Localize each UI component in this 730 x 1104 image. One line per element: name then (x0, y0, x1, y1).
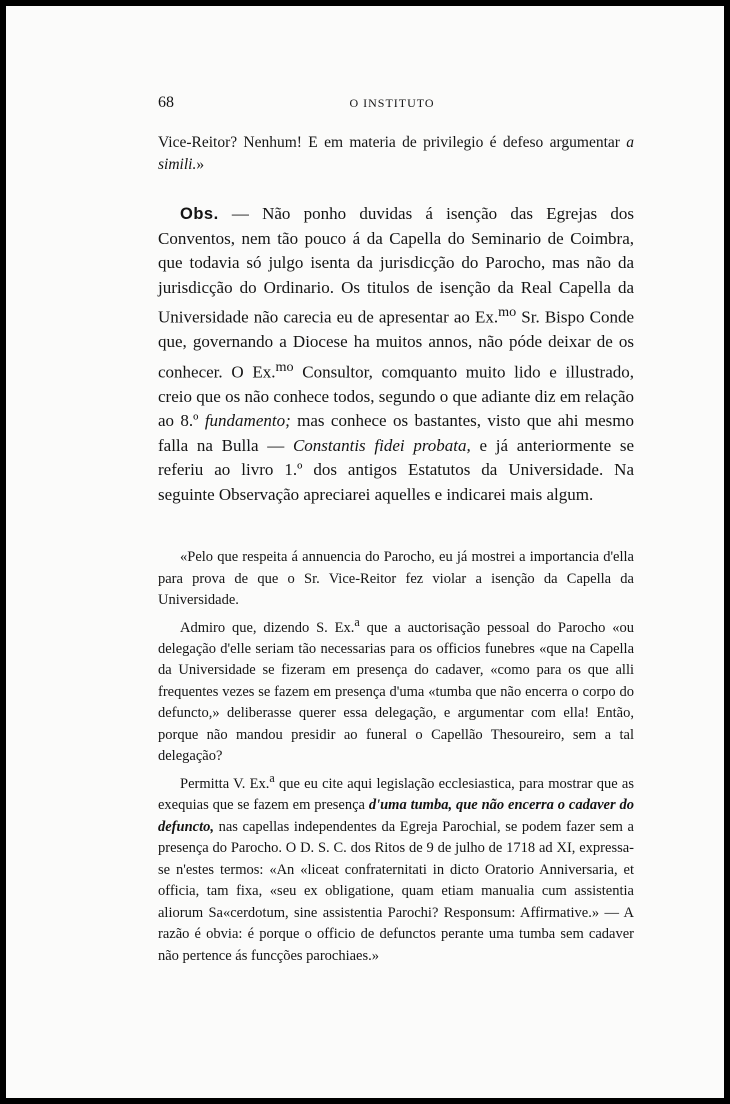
book-page (6, 6, 724, 1098)
quote-continuation-italic: a simili. (158, 134, 634, 173)
obs-text-2: Sr. Bispo Conde que, governando a Diocese ha muitos annos, não póde deixar de os conhecer. O Ex. (158, 307, 634, 382)
obs-italic-bulla: Constantis fidei probata, (292, 435, 471, 455)
obs-text-5: e já anteriormente se referiu ao livro 1.º dos antigos Estatutos da Universidade. Na seguinte Observação apreciarei aquelles e indicarei mais algum. (158, 435, 635, 504)
reply-3-italic: d'uma tumba, que não encerra o cadaver do defuncto, (158, 797, 634, 835)
quote-continuation (158, 132, 634, 176)
reply-3-text-c: nas capellas independentes da Egreja Parochial, se podem fazer sem a presença do Parocho. O D. S. C. dos Ritos de 9 de julho de 1718 ad XI, expressa-se n'estes termos: «An «liceat confraternitati in dicto Oratorio Anniversaria, et officia, tam fixa, «seu ex obligatione, quam etiam manualia cum assistentia aliorum Sa«cerdotum, sine assistentia Parochi? Responsum: Affirmative.» — A razão é obvia: é porque o officio de defunctos perante uma tumba sem cadaver não pertence ás funcções parochiaes.» (158, 818, 634, 964)
reply-2-superscript: a (354, 614, 360, 629)
reply-paragraph-1: «Pelo que respeita á annuencia do Parocho, eu já mostrei a importancia d'ella para prova de que o Sr. Vice-Reitor fez violar a isenção da Capella da Universidade. (158, 549, 634, 608)
reply-paragraph-2 (158, 612, 634, 768)
page-header (158, 94, 626, 114)
obs-superscript-1: mo (498, 304, 517, 320)
obs-superscript-2: mo (275, 358, 294, 375)
obs-label: Obs. (180, 205, 219, 223)
reply-paragraph-3 (158, 768, 634, 967)
reply-2-text-b: que a auctorisação pessoal do Parocho «ou delegação d'elle seriam tão necessarias para os officios funebres «que na Capella da Universidade se fizeram em presença do cadaver, «como para os que alli frequentes vezes se fazem em presença d'uma «tumba que não encerra o corpo do defuncto,» deliberasse querer essa delegação, e argumentar com ella! Então, porque não mandou presidir ao funeral o Capellão Thesoureiro, sem a tal delegação? (158, 619, 634, 765)
page-number: 68 (158, 94, 174, 111)
reply-3-text-a: Permitta V. Ex. (180, 775, 270, 792)
reply-3-superscript: a (269, 770, 275, 785)
quote-continuation-text: Vice-Reitor? Nenhum! E em materia de privilegio é defeso argumentar (158, 134, 627, 151)
running-title: O INSTITUTO (349, 96, 435, 110)
obs-text-1: — Não ponho duvidas á isenção das Egrejas dos Conventos, nem tão pouco á da Capella do Seminario de Coimbra, que todavia só julgo isenta da jurisdicção do Parocho, mas não da jurisdicção do Ordinario. Os titulos de isenção da Real Capella da Universidade não carecia eu de apresentar ao Ex. (158, 204, 634, 327)
observation-paragraph (158, 202, 634, 507)
reply-2-text-a: Admiro que, dizendo S. Ex. (180, 619, 355, 636)
closing-guillemet: » (196, 156, 205, 173)
obs-italic-fundamento: fundamento; (204, 411, 291, 431)
reply-3-text-b: que eu cite aqui legislação ecclesiastica, para mostrar que as exequias que se fazem em presença (158, 775, 634, 814)
quoted-reply (158, 547, 634, 967)
obs-text-3: Consultor, comquanto muito lido e illustrado, creio que os não conhece todos, segundo o que adiante diz em relação ao 8.º (158, 362, 634, 431)
obs-text-4: mas conhece os bastantes, visto que ahi mesmo falla na Bulla — (158, 411, 634, 455)
